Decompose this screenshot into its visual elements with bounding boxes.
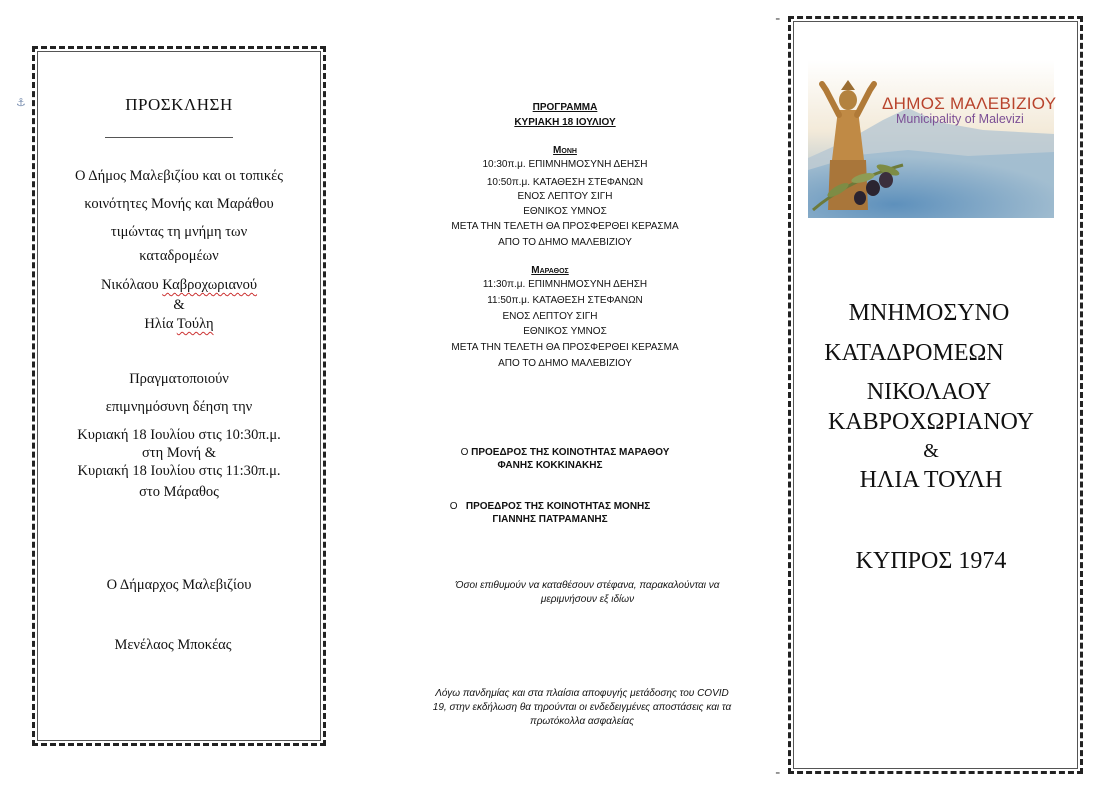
covid-note: 19, στην εκδήλωση θα τηρούνται οι ενδεδειγμένες αποστάσεις και τα: [432, 702, 732, 713]
program-item: ΕΝΟΣ ΛΕΠΤΟΥ ΣΙΓΗ: [502, 311, 598, 322]
cover-line-first-name: ΝΙΚΟΛΑΟΥ: [866, 379, 992, 405]
crop-mark: ╴: [776, 766, 784, 780]
signature-marathos-name: ΦΑΝΗΣ ΚΟΚΚΙΝΑΚΗΣ: [497, 460, 603, 471]
program-item: ΑΠΟ ΤΟ ΔΗΜΟ ΜΑΛΕΒΙΖΙΟΥ: [498, 237, 632, 248]
cover-line-memorial: ΜΝΗΜΟΣΥΝΟ: [848, 300, 1010, 326]
wreath-note: μεριμνήσουν εξ ιδίων: [540, 594, 635, 605]
mayor-name: Μενέλαος Μποκέας: [114, 637, 232, 653]
cover-line-ampersand: &: [923, 440, 939, 462]
program-item: 11:30π.μ. ΕΠΙΜΝΗΜΟΣΥΝΗ ΔΕΗΣΗ: [482, 279, 648, 290]
program-item: 11:50π.μ. ΚΑΤΑΘΕΣΗ ΣΤΕΦΑΝΩΝ: [487, 295, 643, 306]
program-item: 10:50π.μ. ΚΑΤΑΘΕΣΗ ΣΤΕΦΑΝΩΝ: [486, 177, 644, 188]
program-item: ΜΕΤΑ ΤΗΝ ΤΕΛΕΤΗ ΘΑ ΠΡΟΣΦΕΡΘΕΙ ΚΕΡΑΣΜΑ: [451, 221, 679, 232]
program-item: ΕΘΝΙΚΟΣ ΥΜΝΟΣ: [523, 326, 607, 337]
logo-subtitle: Municipality of Malevizi: [896, 112, 1024, 126]
intro-line: Ο Δήμος Μαλεβιζίου και οι τοπικές: [75, 168, 283, 184]
honoree-name-1: Νικόλαου Καβροχωριανού: [100, 277, 258, 293]
intro-line: τιμώντας τη μνήμη των: [110, 224, 248, 240]
program-item: ΕΘΝΙΚΟΣ ΥΜΝΟΣ: [523, 206, 607, 217]
covid-note: Λόγω πανδημίας και στα πλαίσια αποφυγής μετάδοσης του COVID: [435, 688, 729, 699]
marathos-heading: Μαραθος: [531, 265, 569, 276]
schedule-line: Κυριακή 18 Ιουλίου στις 11:30π.μ.: [77, 463, 281, 479]
crop-mark: ╴: [776, 12, 784, 26]
logo-graphic: [808, 60, 1057, 218]
schedule-line: στη Μονή &: [141, 445, 217, 461]
invitation-title: ΠΡΟΣΚΛΗΣΗ: [125, 95, 233, 114]
intro-line: καταδρομέων: [139, 248, 219, 264]
signature-moni-name: ΓΙΑΝΝΗΣ ΠΑΤΡΑΜΑΝΗΣ: [492, 514, 608, 525]
moni-heading: Μονη: [553, 145, 577, 156]
covid-note: πρωτόκολλα ασφαλείας: [530, 716, 634, 727]
cover-line-commandos: ΚΑΤΑΔΡΟΜΕΩΝ: [824, 340, 1004, 366]
wreath-note: Όσοι επιθυμούν να καταθέσουν στέφανα, παρακαλούνται να: [455, 580, 720, 591]
program-item: ΕΝΟΣ ΛΕΠΤΟΥ ΣΙΓΗ: [517, 191, 613, 202]
mayor-title: Ο Δήμαρχος Μαλεβιζίου: [106, 577, 252, 593]
ampersand: &: [173, 297, 185, 313]
schedule-line: Κυριακή 18 Ιουλίου στις 10:30π.μ.: [77, 427, 281, 443]
cover-line-surname: ΚΑΒΡΟΧΩΡΙΑΝΟΥ: [828, 409, 1034, 435]
anchor-icon: ⚓: [16, 96, 26, 109]
program-title: ΠΡΟΓΡΑΜΜΑ: [532, 102, 598, 113]
schedule-line: στο Μάραθος: [139, 484, 219, 500]
signature-marathos-role: Ο ΠΡΟΕΔΡΟΣ ΤΗΣ ΚΟΙΝΟΤΗΤΑΣ ΜΑΡΑΘΟΥ: [460, 447, 670, 458]
program-date: ΚΥΡΙΑΚΗ 18 ΙΟΥΛΙΟΥ: [514, 117, 616, 128]
signature-moni-role: Ο ΠΡΟΕΔΡΟΣ ΤΗΣ ΚΟΙΝΟΤΗΤΑΣ ΜΟΝΗΣ: [449, 501, 651, 512]
municipality-logo: [808, 60, 1057, 218]
honoree-name-2: Ηλία Τούλη: [144, 316, 214, 332]
title-divider: [105, 137, 233, 138]
cover-line-year: ΚΥΠΡΟΣ 1974: [855, 548, 1007, 574]
cover-line-second-name: ΗΛΙΑ ΤΟΥΛΗ: [859, 467, 1003, 493]
perform-line: Πραγματοποιούν: [129, 371, 229, 387]
logo-title: ΔΗΜΟΣ ΜΑΛΕΒΙΖΙΟΥ: [882, 94, 1057, 113]
program-item: ΑΠΟ ΤΟ ΔΗΜΟ ΜΑΛΕΒΙΖΙΟΥ: [498, 358, 632, 369]
intro-line: κοινότητες Μονής και Μαράθου: [84, 196, 274, 212]
program-item: 10:30π.μ. ΕΠΙΜΝΗΜΟΣΥΝΗ ΔΕΗΣΗ: [482, 159, 648, 170]
perform-line: επιμνημόσυνη δέηση την: [105, 399, 253, 415]
program-item: ΜΕΤΑ ΤΗΝ ΤΕΛΕΤΗ ΘΑ ΠΡΟΣΦΕΡΘΕΙ ΚΕΡΑΣΜΑ: [451, 342, 679, 353]
